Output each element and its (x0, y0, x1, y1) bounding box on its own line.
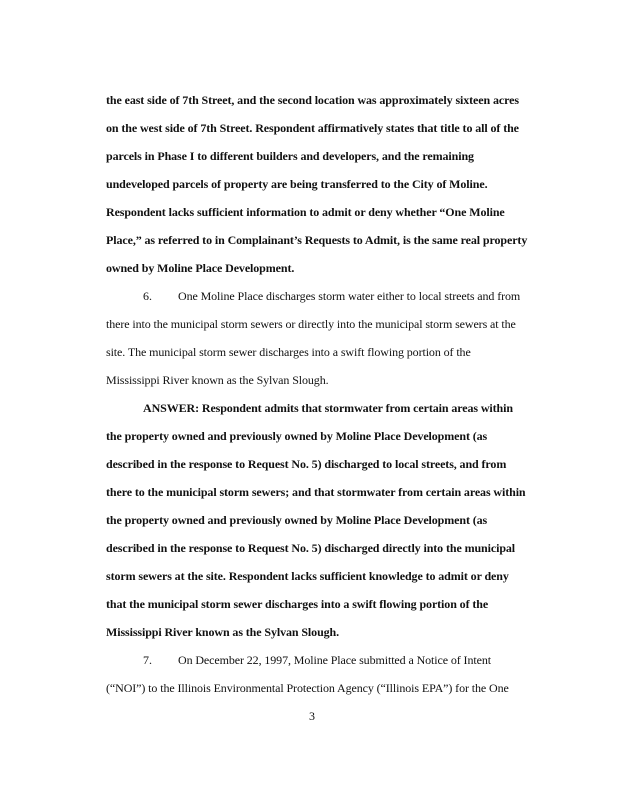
request7-line-2: (“NOI”) to the Illinois Environmental Protection Agency (“Illinois EPA”) for the One (106, 681, 509, 695)
answer6-line-5: the property owned and previously owned by Moline Place Development (as (106, 513, 488, 527)
answer5-line-6: Place,” as referred to in Complainant’s Requests to Admit, is the same real property (106, 233, 528, 247)
answer6-line-8: that the municipal storm sewer discharges into a swift flowing portion of the (106, 597, 489, 611)
answer6-line-9: Mississippi River known as the Sylvan Slough. (106, 625, 340, 639)
page-number: 3 (309, 709, 315, 723)
request6-line-3: site. The municipal storm sewer discharges into a swift flowing portion of the (106, 345, 471, 359)
answer6-line-4: there to the municipal storm sewers; and that stormwater from certain areas within (106, 485, 526, 499)
answer5-line-4: undeveloped parcels of property are being transferred to the City of Moline. (106, 177, 488, 191)
request6-number: 6. (143, 289, 152, 303)
answer5-line-2: on the west side of 7th Street. Respondent affirmatively states that title to all of the (106, 121, 519, 135)
answer5-line-3: parcels in Phase I to different builders and developers, and the remaining (106, 149, 474, 163)
answer6-line-3: described in the response to Request No. 5) discharged to local streets, and from (106, 457, 507, 471)
request6-line-2: there into the municipal storm sewers or directly into the municipal storm sewers at the (106, 317, 516, 331)
request6-line-1: One Moline Place discharges storm water either to local streets and from (178, 289, 521, 303)
answer6-line-6: described in the response to Request No. 5) discharged directly into the municipal (106, 541, 516, 555)
answer5-line-1: the east side of 7th Street, and the second location was approximately sixteen acres (106, 93, 519, 107)
answer6-line-1: ANSWER: Respondent admits that stormwater from certain areas within (143, 401, 513, 415)
request7-number: 7. (143, 653, 152, 667)
answer6-line-2: the property owned and previously owned by Moline Place Development (as (106, 429, 488, 443)
request7-line-1: On December 22, 1997, Moline Place submitted a Notice of Intent (178, 653, 491, 667)
request6-line-4: Mississippi River known as the Sylvan Slough. (106, 373, 329, 387)
answer5-line-7: owned by Moline Place Development. (106, 261, 295, 275)
answer5-line-5: Respondent lacks sufficient information to admit or deny whether “One Moline (106, 205, 505, 219)
answer6-line-7: storm sewers at the site. Respondent lacks sufficient knowledge to admit or deny (106, 569, 509, 583)
